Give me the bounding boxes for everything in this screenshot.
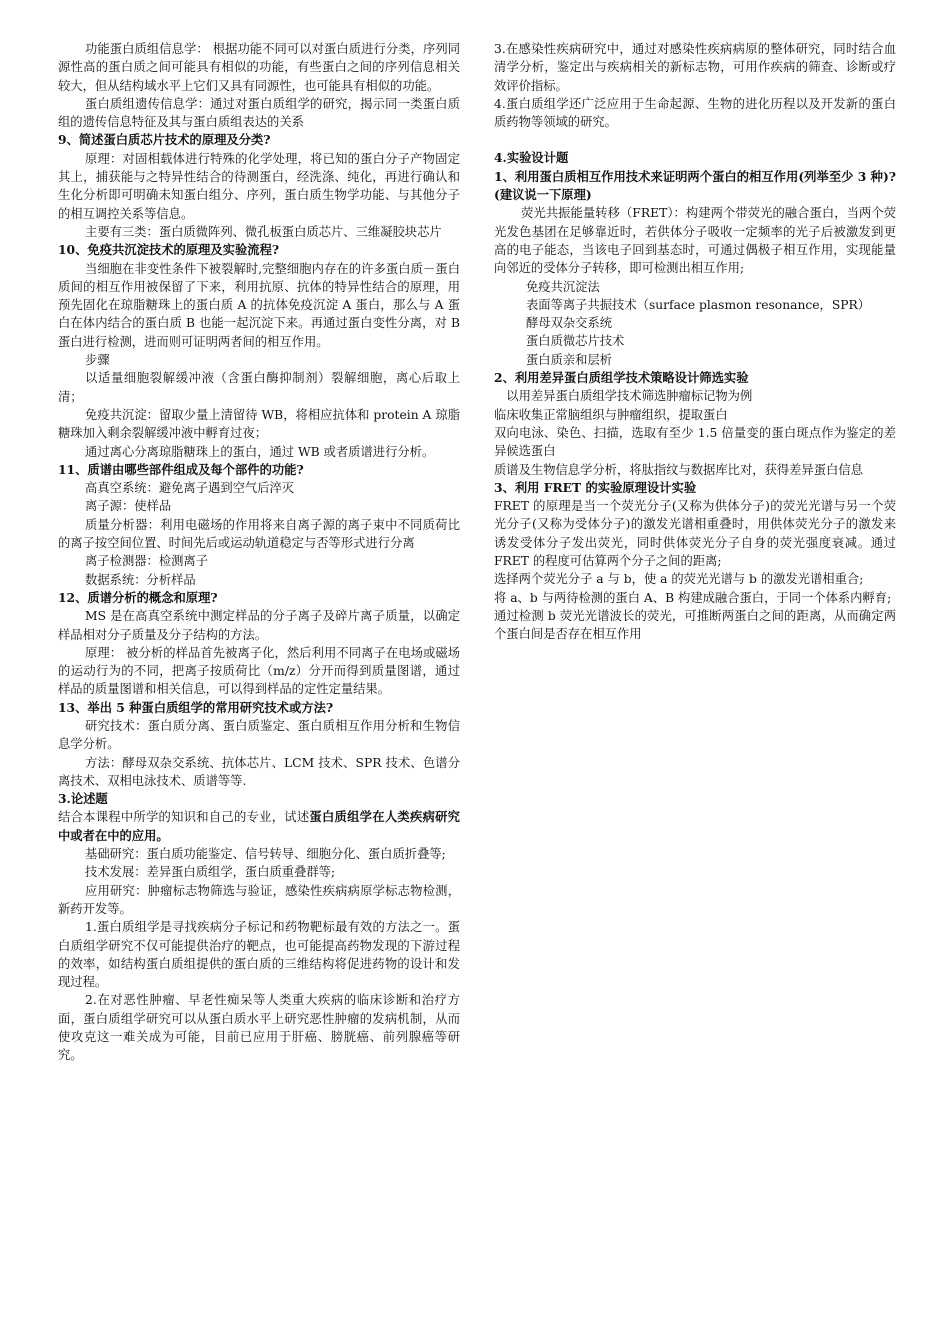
paragraph: 1.蛋白质组学是寻找疾病分子标记和药物靶标最有效的方法之一。蛋白质组学研究不仅可能提供治疗的靶点，也可能提高药物发现的下游过程的效率，如结构蛋白质组提供的蛋白质的三维结构将促进药物的设计和发现过程。 — [58, 920, 460, 990]
essay-prompt-text: 结合本课程中所学的知识和自己的专业，试述 — [58, 810, 310, 825]
question-heading-13: 13、举出 5 种蛋白质组学的常用研究技术或方法? — [58, 699, 334, 715]
list-item: 蛋白质亲和层析 — [525, 352, 613, 367]
left-column — [58, 40, 460, 1344]
section-heading-3: 3.论述题 — [58, 791, 108, 807]
paragraph: 主要有三类：蛋白质微阵列、微孔板蛋白质芯片、三维凝胶块芯片 — [85, 224, 442, 239]
paragraph: 方法：酵母双杂交系统、抗体芯片、LCM 技术、SPR 技术、色谱分离技术、双相电泳技术、质谱等等. — [58, 755, 460, 788]
list-item: 蛋白质微芯片技术 — [525, 334, 625, 349]
paragraph: 临床收集正常脑组织与肿瘤组织，提取蛋白 — [494, 407, 728, 422]
paragraph: 当细胞在非变性条件下被裂解时,完整细胞内存在的许多蛋白质－蛋白质间的相互作用被保留了下来，利用抗原、抗体的特异性结合的原理，用预先固化在琼脂糖珠上的蛋白质 A 的抗体免疫沉淀 A 蛋白，那么与 A 蛋白在体内结合的蛋白质 B 也能一起沉淀下来。再通过蛋白变性分离，对 B 蛋白进行检测，进而则可证明两者间的相互作用。 — [58, 261, 460, 349]
paragraph: 研究技术：蛋白质分离、蛋白质鉴定、蛋白质相互作用分析和生物信息学分析。 — [58, 718, 460, 752]
paragraph: 质谱及生物信息学分析，将肽指纹与数据库比对，获得差异蛋白信息 — [494, 462, 863, 477]
list-item: 表面等离子共振技术（surface plasmon resonance，SPR） — [525, 297, 871, 312]
essay-prompt — [58, 808, 460, 845]
question-heading-3: 3、利用 FRET 的实验原理设计实验 — [494, 479, 697, 495]
question-heading-11: 11、质谱由哪些部件组成及每个部件的功能? — [58, 461, 304, 477]
paragraph: 选择两个荧光分子 a 与 b，使 a 的荧光光谱与 b 的激发光谱相重合; — [494, 572, 864, 587]
paragraph: 将 a、b 与两待检测的蛋白 A、B 构建成融合蛋白，于同一个体系内孵育; — [494, 590, 892, 605]
paragraph: 离子检测器：检测离子 — [85, 554, 209, 569]
paragraph: 4.蛋白质组学还广泛应用于生命起源、生物的进化历程以及开发新的蛋白质药物等领域的研究。 — [494, 96, 896, 130]
paragraph: 以用差异蛋白质组学技术筛选肿瘤标记物为例 — [506, 389, 753, 404]
paragraph: MS 是在高真空系统中测定样品的分子离子及碎片离子质量，以确定样品相对分子质量及分子结构的方法。 — [58, 609, 460, 642]
paragraph: 通过离心分离琼脂糖珠上的蛋白，通过 WB 或者质谱进行分析。 — [85, 444, 435, 459]
question-heading-12: 12、质谱分析的概念和原理? — [58, 589, 218, 605]
paragraph: FRET 的原理是当一个荧光分子(又称为供体分子)的荧光光谱与另一个荧光分子(又称为受体分子)的激发光谱相重叠时，用供体荧光分子的激发来诱发受体分子发出荧光，同时供体荧光分子自身的荧光强度衰减。通过 FRET 的程度可估算两个分子之间的距离; — [494, 499, 896, 569]
paragraph: 以适量细胞裂解缓冲液（含蛋白酶抑制剂）裂解细胞，离心后取上清； — [58, 371, 460, 404]
paragraph: 蛋白质组遗传信息学：通过对蛋白质组学的研究，揭示同一类蛋白质组的遗传信息特征及其与蛋白质组表达的关系 — [58, 96, 460, 130]
paragraph: 原理： 被分析的样品首先被离子化，然后利用不同离子在电场或磁场的运动行为的不同，把离子按质荷比（m/z）分开而得到质量图谱，通过样品的质量图谱和相关信息，可以得到样品的定性定量结果。 — [58, 645, 460, 697]
paragraph: 免疫共沉淀：留取少量上清留待 WB，将相应抗体和 protein A 琼脂糖珠加入剩余裂解缓冲液中孵育过夜； — [58, 407, 460, 441]
paragraph: 步骤 — [85, 353, 110, 368]
spacer — [494, 131, 896, 149]
right-column — [494, 40, 896, 1344]
paragraph: 基础研究：蛋白质功能鉴定、信号转导、细胞分化、蛋白质折叠等; — [85, 847, 446, 862]
essay-prompt-emphasis: 蛋白质组学在人类疾病研究中或者在中的应用。 — [58, 809, 460, 843]
question-heading-9: 9、简述蛋白质芯片技术的原理及分类? — [58, 132, 271, 148]
section-heading-4: 4.实验设计题 — [494, 150, 569, 166]
paragraph: 应用研究：肿瘤标志物筛选与验证，感染性疾病病原学标志物检测，新药开发等。 — [58, 883, 460, 916]
paragraph: 质量分析器：利用电磁场的作用将来自离子源的离子束中不同质荷比的离子按空间位置、时间先后或运动轨道稳定与否等形式进行分离 — [58, 517, 460, 551]
list-item: 酵母双杂交系统 — [525, 316, 613, 331]
list-item: 免疫共沉淀法 — [525, 279, 600, 294]
question-heading-1: 1、利用蛋白质相互作用技术来证明两个蛋白的相互作用(列举至少 3 种)?(建议说一下原理) — [494, 168, 896, 203]
paragraph: 2.在对恶性肿瘤、早老性痴呆等人类重大疾病的临床诊断和治疗方面，蛋白质组学研究可以从蛋白质水平上研究恶性肿瘤的发病机制，从而使攻克这一难关成为可能，目前已应用于肝癌、膀胱癌、前列腺癌等研究。 — [58, 993, 460, 1063]
paragraph: 3.在感染性疾病研究中，通过对感染性疾病病原的整体研究，同时结合血清学分析，鉴定出与疾病相关的新标志物，可用作疾病的筛查、诊断或疗效评价指标。 — [494, 42, 896, 93]
paragraph: 原理：对固相载体进行特殊的化学处理，将已知的蛋白分子产物固定其上，捕获能与之特异性结合的待测蛋白，经洗涤、纯化，再进行确认和生化分析即可明确未知蛋白组分、序列，蛋白质生物学功能、与其他分子的相互调控关系等信息。 — [58, 151, 460, 221]
question-heading-2: 2、利用差异蛋白质组学技术策略设计筛选实验 — [494, 370, 749, 386]
paragraph: 双向电泳、染色、扫描，选取有至少 1.5 倍量变的蛋白斑点作为鉴定的差异候选蛋白 — [494, 425, 896, 459]
paragraph: 技术发展：差异蛋白质组学，蛋白质重叠群等; — [85, 865, 336, 880]
paragraph: 离子源：使样品 — [85, 499, 172, 514]
paragraph: 数据系统：分析样品 — [85, 572, 196, 587]
question-heading-10: 10、免疫共沉淀技术的原理及实验流程? — [58, 242, 280, 258]
paragraph: 荧光共振能量转移（FRET）：构建两个带荧光的融合蛋白，当两个荧光发色基团在足够靠近时，若供体分子吸收一定频率的光子后被激发到更高的电子能态，当该电子回到基态时，可通过偶极子相互作用，实现能量向邻近的受体分子转移，即可检测出相互作用; — [494, 206, 896, 276]
paragraph: 高真空系统：避免离子遇到空气后淬灭 — [85, 481, 295, 496]
paragraph: 通过检测 b 荧光光谱波长的荧光，可推断两蛋白之间的距离，从而确定两个蛋白间是否存在相互作用 — [494, 608, 896, 642]
paragraph: 功能蛋白质组信息学： 根据功能不同可以对蛋白质进行分类，序列同源性高的蛋白质之间可能具有相似的功能，有些蛋白之间的序列信息相关较大，但从结构域水平上它们又具有同源性，也可能具有相似的功能。 — [58, 42, 460, 93]
